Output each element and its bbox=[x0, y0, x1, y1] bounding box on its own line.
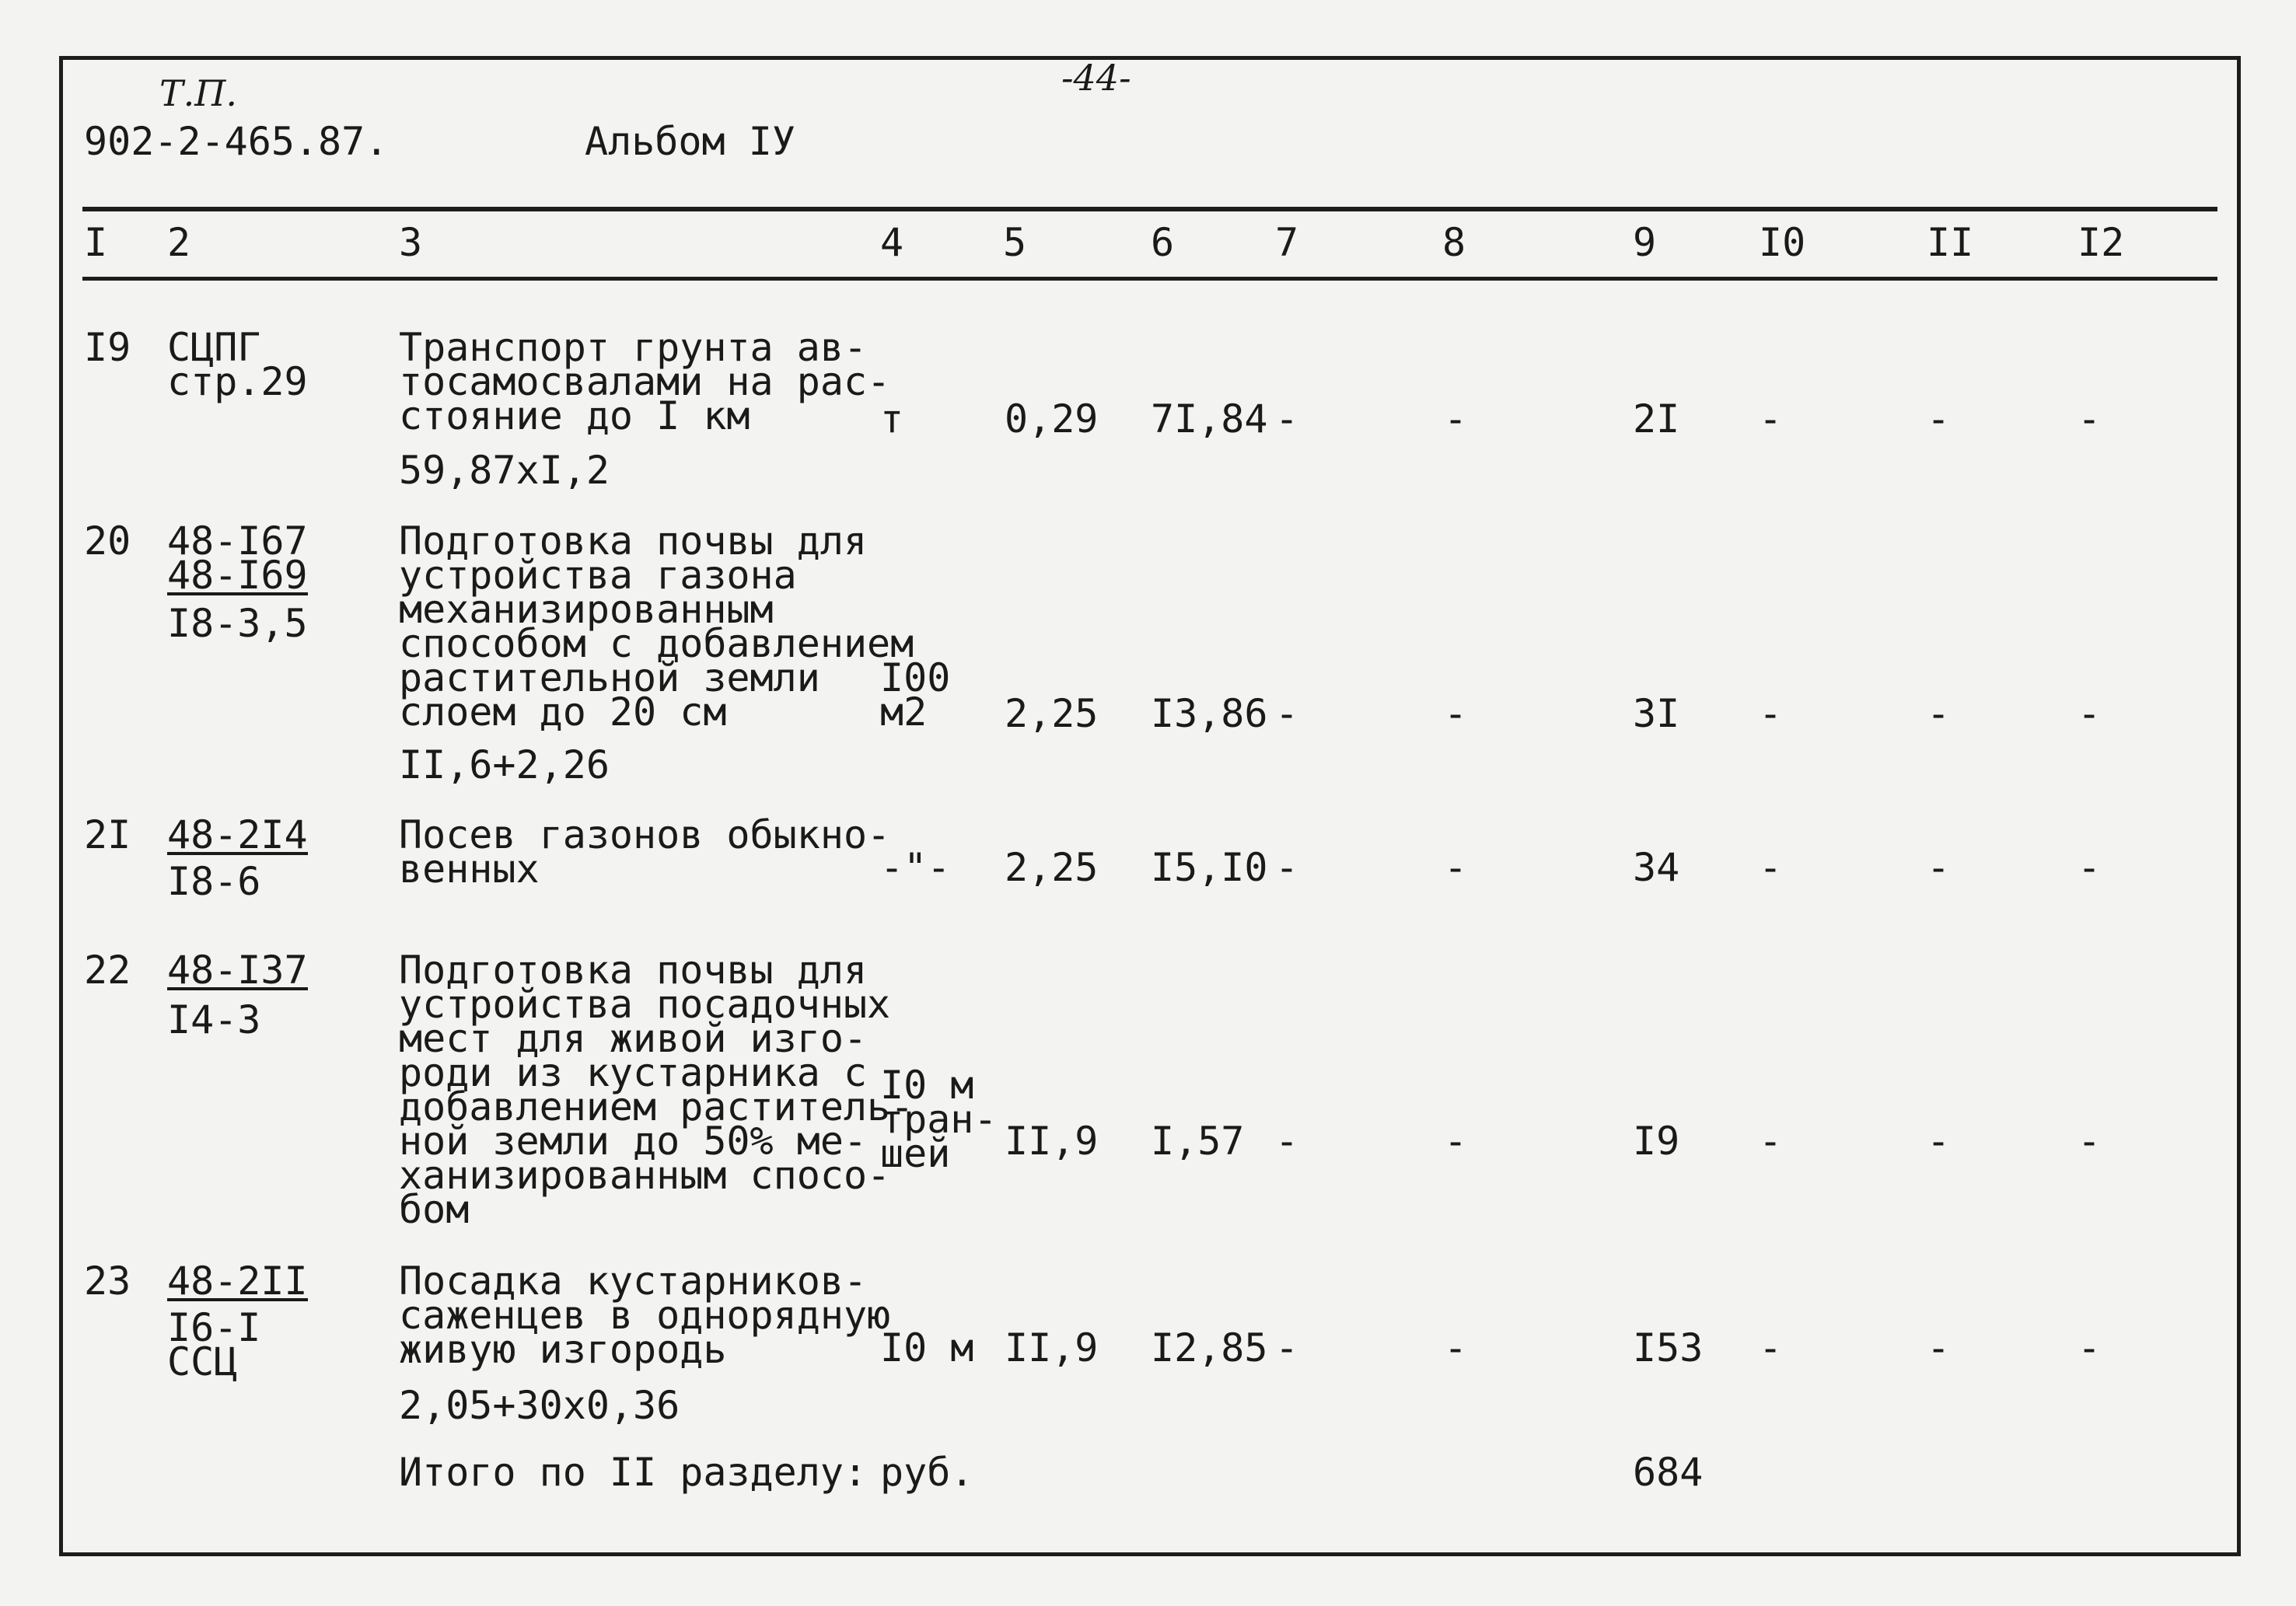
col12-value: - bbox=[2078, 1119, 2102, 1164]
col11-value: - bbox=[1927, 1325, 1951, 1370]
page-number: -44- bbox=[1061, 57, 1131, 99]
norm-code: 48-2II bbox=[167, 1259, 308, 1304]
norm-code: I6-I bbox=[167, 1305, 261, 1350]
unit: I0 м тран- шей bbox=[880, 1063, 998, 1176]
norm-code: 48-I37 bbox=[167, 948, 308, 993]
calc-formula: 59,87xI,2 bbox=[399, 448, 610, 493]
norm-code: 48-I67 bbox=[167, 518, 308, 564]
col-header-10: I0 bbox=[1759, 220, 1806, 265]
row-number: 22 bbox=[84, 948, 131, 993]
col11-value: - bbox=[1927, 1119, 1951, 1164]
col-header-7: 7 bbox=[1275, 220, 1299, 265]
unit: I0 м bbox=[880, 1325, 974, 1370]
row-number: 2I bbox=[84, 812, 131, 857]
col8-value: - bbox=[1444, 1119, 1468, 1164]
header-top-rule bbox=[82, 207, 2217, 211]
cost-value: 3I bbox=[1633, 691, 1680, 736]
doc-number: 902-2-465.87. bbox=[84, 119, 389, 164]
col8-value: - bbox=[1444, 691, 1468, 736]
row-number: 20 bbox=[84, 518, 131, 564]
cost-value: I53 bbox=[1633, 1325, 1704, 1370]
row-number: I9 bbox=[84, 325, 131, 370]
col10-value: - bbox=[1759, 691, 1783, 736]
col7-value: - bbox=[1275, 1325, 1299, 1370]
work-description: Посадка кустарников- саженцев в однорядную живую изгородь bbox=[399, 1259, 891, 1372]
header-bottom-rule bbox=[82, 277, 2217, 281]
norm-code: I8-3,5 bbox=[167, 601, 308, 646]
quantity: II,9 bbox=[1005, 1325, 1099, 1370]
norm-code: I4-3 bbox=[167, 997, 261, 1042]
quantity: 2,25 bbox=[1005, 845, 1099, 890]
col-header-4: 4 bbox=[880, 220, 904, 265]
col-header-1: I bbox=[84, 220, 108, 265]
norm-code: 48-I69 bbox=[167, 553, 308, 598]
col8-value: - bbox=[1444, 396, 1468, 442]
quantity: II,9 bbox=[1005, 1119, 1099, 1164]
col-header-6: 6 bbox=[1151, 220, 1175, 265]
calc-formula: II,6+2,26 bbox=[399, 742, 610, 787]
norm-code: ССЦ bbox=[167, 1339, 238, 1384]
unit-price: I2,85 bbox=[1151, 1325, 1268, 1370]
quantity: 0,29 bbox=[1005, 396, 1099, 442]
col7-value: - bbox=[1275, 691, 1299, 736]
col-header-5: 5 bbox=[1003, 220, 1027, 265]
unit: I00 м2 bbox=[880, 655, 951, 735]
norm-code: 48-2I4 bbox=[167, 812, 308, 857]
col11-value: - bbox=[1927, 845, 1951, 890]
col10-value: - bbox=[1759, 845, 1783, 890]
total-unit: руб. bbox=[880, 1450, 974, 1495]
unit: -"- bbox=[880, 845, 951, 890]
unit-price: 7I,84 bbox=[1151, 396, 1268, 442]
col7-value: - bbox=[1275, 396, 1299, 442]
col7-value: - bbox=[1275, 845, 1299, 890]
total-value: 684 bbox=[1633, 1450, 1704, 1495]
col11-value: - bbox=[1927, 691, 1951, 736]
work-description: Подготовка почвы для устройства газона механизированным способом с добавлением растительной земли слоем до 20 см bbox=[399, 518, 914, 735]
work-description: Транспорт грунта ав- тосамосвалами на рас- стояние до I км bbox=[399, 325, 891, 438]
page-frame bbox=[59, 56, 2241, 1556]
col-header-8: 8 bbox=[1442, 220, 1466, 265]
album-title: Альбом IУ bbox=[585, 119, 795, 164]
unit-price: I5,I0 bbox=[1151, 845, 1268, 890]
col10-value: - bbox=[1759, 1119, 1783, 1164]
col-header-2: 2 bbox=[167, 220, 191, 265]
work-description: Посев газонов обыкно- венных bbox=[399, 812, 891, 892]
norm-code: СЦПГ bbox=[167, 325, 261, 370]
col12-value: - bbox=[2078, 396, 2102, 442]
unit: т bbox=[880, 396, 904, 442]
col-header-3: 3 bbox=[399, 220, 423, 265]
tp-mark: Т.П. bbox=[159, 72, 238, 114]
unit-price: I3,86 bbox=[1151, 691, 1268, 736]
norm-code: I8-6 bbox=[167, 859, 261, 904]
col12-value: - bbox=[2078, 845, 2102, 890]
cost-value: 34 bbox=[1633, 845, 1680, 890]
cost-value: I9 bbox=[1633, 1119, 1680, 1164]
col10-value: - bbox=[1759, 1325, 1783, 1370]
row-number: 23 bbox=[84, 1259, 131, 1304]
quantity: 2,25 bbox=[1005, 691, 1099, 736]
cost-value: 2I bbox=[1633, 396, 1680, 442]
calc-formula: 2,05+30x0,36 bbox=[399, 1383, 680, 1428]
col8-value: - bbox=[1444, 1325, 1468, 1370]
col10-value: - bbox=[1759, 396, 1783, 442]
col12-value: - bbox=[2078, 691, 2102, 736]
col-header-12: I2 bbox=[2078, 220, 2125, 265]
unit-price: I,57 bbox=[1151, 1119, 1245, 1164]
norm-code: стр.29 bbox=[167, 359, 308, 404]
col-header-11: II bbox=[1927, 220, 1974, 265]
col8-value: - bbox=[1444, 845, 1468, 890]
work-description: Подготовка почвы для устройства посадочных мест для живой изго- роди из кустарника с добавлением раститель- ной земли до 50% ме- ханизированным спосо- бом bbox=[399, 948, 914, 1232]
col11-value: - bbox=[1927, 396, 1951, 442]
col7-value: - bbox=[1275, 1119, 1299, 1164]
col-header-9: 9 bbox=[1633, 220, 1657, 265]
total-label: Итого по II разделу: bbox=[399, 1450, 868, 1495]
col12-value: - bbox=[2078, 1325, 2102, 1370]
